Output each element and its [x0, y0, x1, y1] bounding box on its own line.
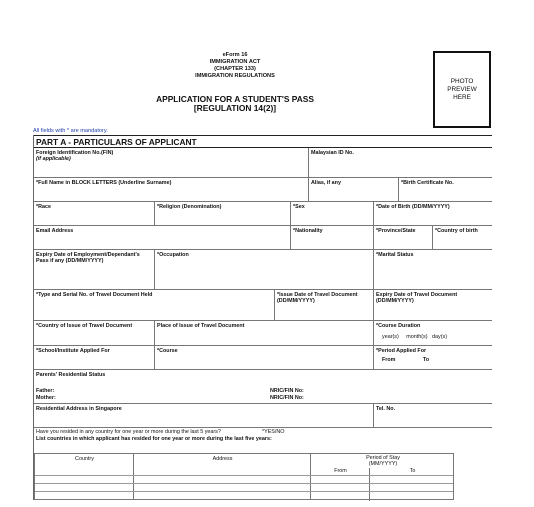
- nationality-label: *Nationality: [293, 228, 323, 234]
- form-title: APPLICATION FOR A STUDENT'S PASS: [156, 94, 314, 104]
- table-header-country: Country: [75, 456, 94, 462]
- religion-field[interactable]: [155, 202, 291, 226]
- race-field[interactable]: [34, 202, 155, 226]
- course-duration-label: *Course Duration: [376, 323, 421, 329]
- tel-label: Tel. No.: [376, 406, 396, 412]
- period-applied-field[interactable]: [374, 346, 492, 370]
- regulations-name: IMMIGRATION REGULATIONS: [195, 73, 275, 79]
- marital-status-field[interactable]: [374, 250, 492, 290]
- if-applicable-label: (if applicable): [36, 156, 71, 163]
- malaysian-id-label: Malaysian ID No.: [311, 150, 354, 156]
- period-from-to: [376, 357, 490, 363]
- malaysian-id-field[interactable]: [309, 148, 492, 178]
- occupation-field[interactable]: [155, 250, 374, 290]
- course-field[interactable]: [155, 346, 374, 370]
- period-applied-label: *Period Applied For: [376, 348, 427, 354]
- residential-address-field[interactable]: [34, 404, 374, 428]
- race-label: *Race: [36, 204, 51, 210]
- father-label: Father:: [36, 388, 55, 394]
- chapter-number: (CHAPTER 133): [214, 66, 256, 72]
- place-issue-label: Place of Issue of Travel Document: [157, 323, 245, 329]
- duration-units: year(s) month(s) day(s): [382, 334, 447, 341]
- table-header-address: Address: [212, 456, 233, 462]
- photo-label-2: PREVIEW: [447, 86, 477, 93]
- photo-label-1: PHOTO: [450, 78, 474, 85]
- resided-question: Have you resided in any country for one year or more during the last 5 years?: [36, 429, 221, 435]
- mandatory-note: All fields with * are mandatory.: [33, 128, 108, 134]
- country-of-birth-field[interactable]: [433, 226, 492, 250]
- alias-label: Alias, if any: [311, 180, 341, 186]
- province-field[interactable]: [374, 226, 433, 250]
- foreign-id-field[interactable]: [34, 148, 309, 178]
- act-name: IMMIGRATION ACT: [209, 59, 261, 65]
- course-label: *Course: [157, 348, 178, 354]
- expiry-pass-field[interactable]: [34, 250, 155, 290]
- regulation-ref: [REGULATION 14(2)]: [193, 103, 277, 113]
- full-name-field[interactable]: [34, 178, 309, 202]
- applicant-form: [33, 135, 491, 500]
- foreign-id-label: Foreign Identification No.(FIN): [36, 150, 114, 156]
- birth-cert-label: *Birth Certificate No.: [401, 180, 454, 186]
- occupation-label: *Occupation: [157, 252, 189, 258]
- parents-status-field[interactable]: [34, 370, 492, 404]
- nationality-field[interactable]: [291, 226, 374, 250]
- nric-father-label: NRIC/FIN No:: [270, 388, 304, 394]
- school-label: *School/Institute Applied For: [36, 348, 110, 354]
- marital-status-label: *Marital Status: [376, 252, 414, 258]
- residential-address-label: Residential Address in Singapore: [36, 406, 122, 412]
- place-issue-field[interactable]: [155, 321, 374, 346]
- table-row[interactable]: [35, 475, 453, 476]
- mother-label: Mother:: [36, 395, 56, 401]
- dob-field[interactable]: [374, 202, 492, 226]
- table-header-to: To: [409, 468, 416, 474]
- sex-label: *Sex: [293, 204, 305, 210]
- yes-no-option[interactable]: *YES/NO: [262, 429, 285, 435]
- email-label: Email Address: [36, 228, 74, 234]
- religion-label: *Religion (Denomination): [157, 204, 222, 210]
- table-header-period-format: (MM/YYYY): [368, 461, 398, 467]
- alias-field[interactable]: [309, 178, 399, 202]
- sex-field[interactable]: [291, 202, 374, 226]
- eform-number: eForm 16: [222, 52, 248, 58]
- country-of-birth-label: *Country of birth: [435, 228, 478, 234]
- nric-mother-label: NRIC/FIN No:: [270, 395, 304, 401]
- issue-date-label: *Issue Date of Travel Document (DD/MM/YYYY): [277, 292, 358, 305]
- province-label: *Province/State: [376, 228, 416, 234]
- email-field[interactable]: [34, 226, 291, 250]
- table-header-from: From: [334, 468, 347, 474]
- table-header-period: Period of Stay: [366, 455, 400, 461]
- expiry-travel-label: Expiry Date of Travel Document (DD/MM/YYYY): [376, 292, 458, 305]
- photo-label-3: HERE: [453, 94, 471, 101]
- full-name-label: *Full Name in BLOCK LETTERS (Underline Surname): [36, 180, 172, 186]
- school-field[interactable]: [34, 346, 155, 370]
- expiry-pass-label: Expiry Date of Employment/Dependant's Pass if any (DD/MM/YYYY): [36, 252, 140, 265]
- birth-cert-field[interactable]: [399, 178, 492, 202]
- expiry-travel-field[interactable]: [374, 290, 492, 321]
- period-to-label: To: [422, 357, 430, 364]
- table-row[interactable]: [35, 483, 453, 484]
- tel-field[interactable]: [374, 404, 492, 428]
- photo-preview-box[interactable]: [433, 51, 491, 128]
- part-a-title: PART A - PARTICULARS OF APPLICANT: [34, 135, 492, 148]
- country-issue-label: *Country of Issue of Travel Document: [36, 323, 133, 329]
- dob-label: *Date of Birth (DD/MM/YYYY): [376, 204, 450, 210]
- issue-date-field[interactable]: [275, 290, 374, 321]
- travel-doc-field[interactable]: [34, 290, 275, 321]
- course-duration-field[interactable]: [374, 321, 492, 346]
- table-row[interactable]: [35, 491, 453, 492]
- period-from-label: From: [382, 357, 396, 364]
- residence-history-table: [34, 453, 454, 500]
- parents-status-label: Parents' Residential Status: [36, 372, 106, 378]
- list-countries-label: List countries in which applicant has resided for one year or more during the last five years:: [36, 436, 272, 442]
- travel-doc-label: *Type and Serial No. of Travel Document Held: [36, 292, 153, 298]
- country-issue-field[interactable]: [34, 321, 155, 346]
